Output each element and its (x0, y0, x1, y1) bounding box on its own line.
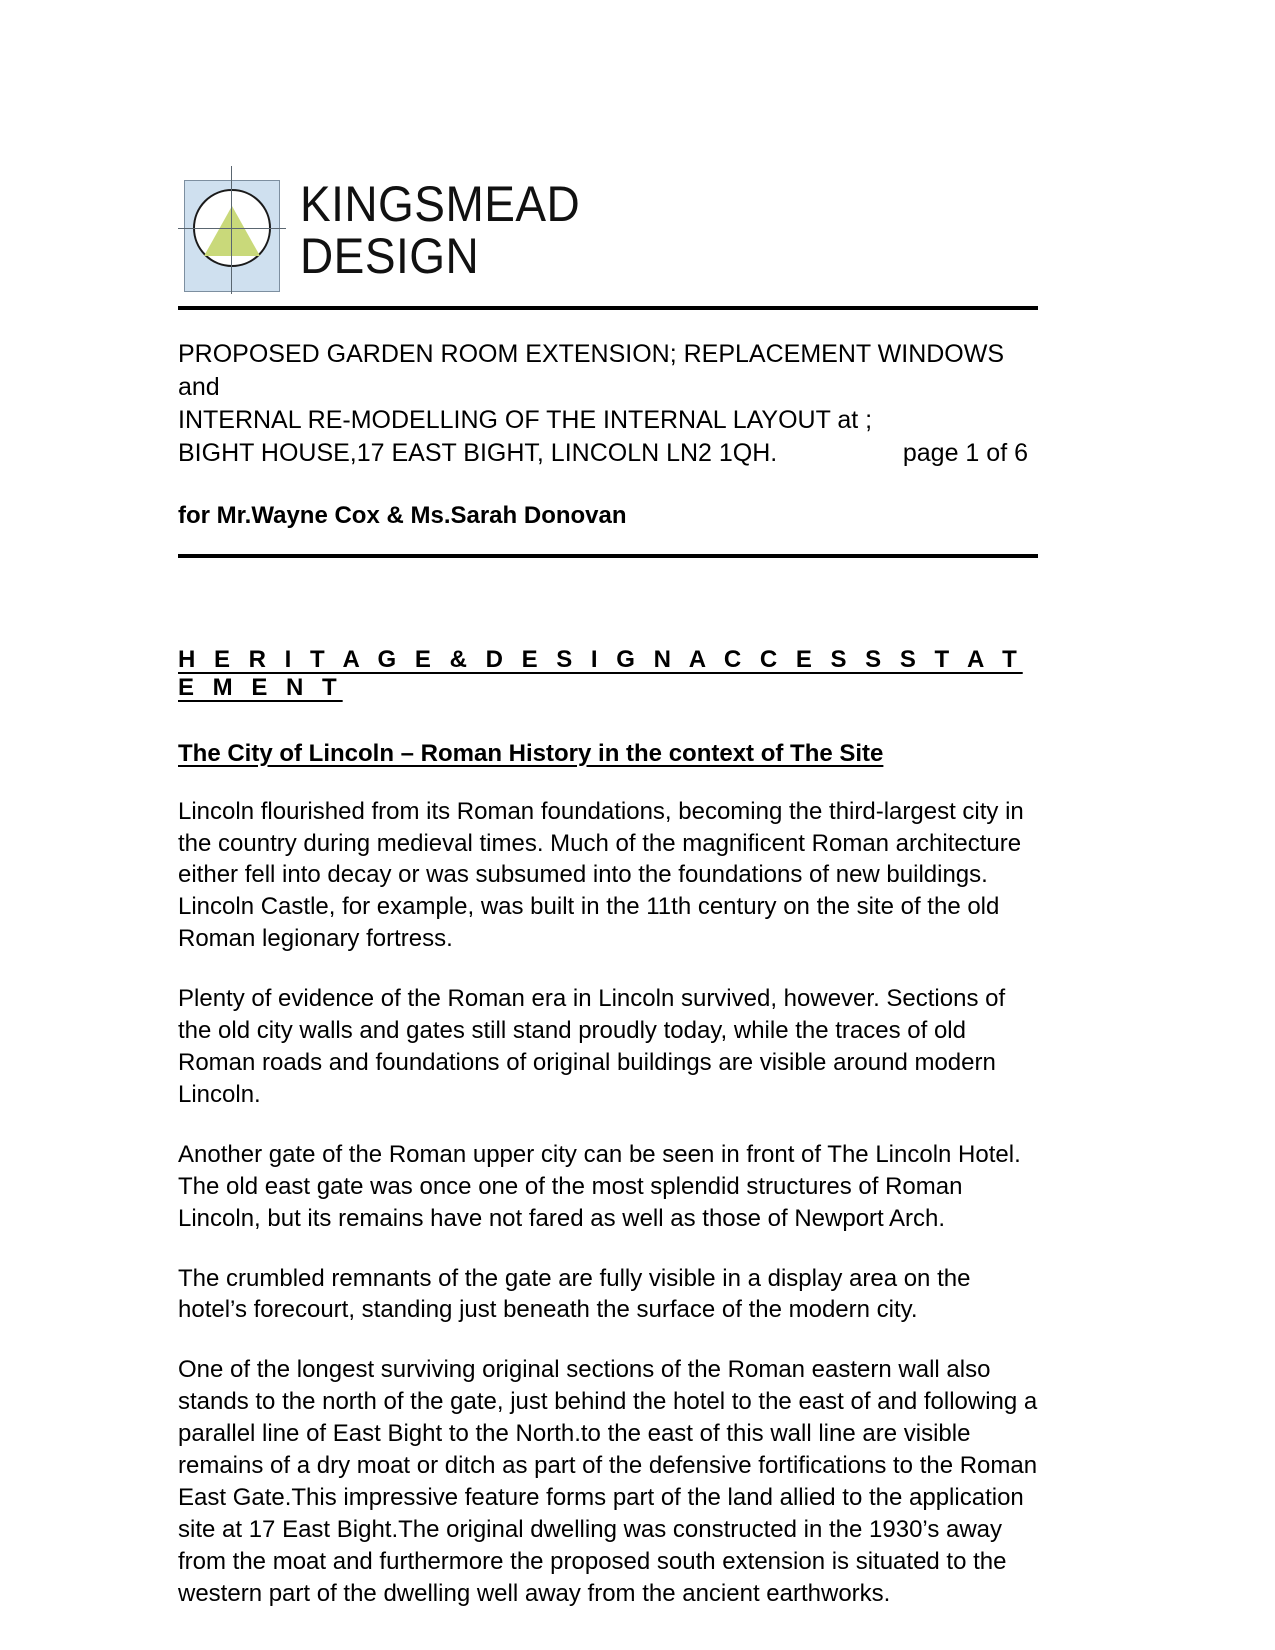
body-paragraph: Plenty of evidence of the Roman era in Lincoln survived, however. Sections of the old city walls and gates still stand proudly today, while the traces of old Roman roads and foundations of original buildings are visible around modern Lincoln. (178, 985, 1006, 1108)
logo-crosshair-vertical (231, 166, 232, 294)
title-line-2: INTERNAL RE-MODELLING OF THE INTERNAL LAYOUT at ; (178, 406, 873, 434)
sub-heading-roman-history: The City of Lincoln – Roman History in the context of The Site (178, 739, 884, 767)
page-content (178, 160, 1038, 1634)
title-line-1: PROPOSED GARDEN ROOM EXTENSION; REPLACEMENT WINDOWS and (178, 340, 1005, 401)
logo-triangle-shape (204, 206, 260, 256)
kingsmead-logo-icon (178, 166, 286, 294)
logo-crosshair-horizontal (178, 228, 286, 229)
title-line-3-row (178, 437, 1038, 470)
header-divider-top (178, 306, 1038, 310)
section-heading-statement: H E R I T A G E & D E S I G N A C C E S S S T A T E M E N T (178, 645, 1023, 701)
document-title-block (178, 338, 1038, 532)
logo-wordmark-line2: DESIGN (300, 228, 480, 284)
title-line-3: BIGHT HOUSE,17 EAST BIGHT, LINCOLN LN2 1QH. (178, 439, 778, 467)
body-paragraph: Another gate of the Roman upper city can be seen in front of The Lincoln Hotel. The old east gate was once one of the most splendid structures of Roman Lincoln, but its remains have not fared as well as those of Newport Arch. (178, 1140, 1021, 1232)
body-paragraph: Lincoln flourished from its Roman foundations, becoming the third-largest city in the country during medieval times. Much of the magnificent Roman architecture either fell into decay or was subsumed into the foundations of new buildings. Lincoln Castle, for example, was built in the 11th century on the site of the old Roman legionary fortress. (178, 797, 1024, 953)
letterhead (178, 160, 1038, 300)
body-paragraph: The crumbled remnants of the gate are fully visible in a display area on the hotel’s forecourt, standing just beneath the surface of the modern city. (178, 1264, 971, 1324)
client-line: for Mr.Wayne Cox & Ms.Sarah Donovan (178, 502, 627, 529)
body-paragraph: One of the longest surviving original sections of the Roman eastern wall also stands to the north of the gate, just behind the hotel to the east of and following a parallel line of East Bight to the North.to the east of this wall line are visible remains of a dry moat or ditch as part of the defensive fortifications to the Roman East Gate.This impressive feature forms part of the land allied to the application site at 17 East Bight.The original dwelling was constructed in the 1930’s away from the moat and furthermore the proposed south extension is situated to the western part of the dwelling well away from the ancient earthworks. (178, 1356, 1038, 1607)
logo-wordmark-line1: KINGSMEAD (300, 176, 581, 232)
logo-wordmark (300, 176, 605, 284)
page-number: page 1 of 6 (902, 439, 1028, 467)
header-divider-bottom (178, 554, 1038, 558)
